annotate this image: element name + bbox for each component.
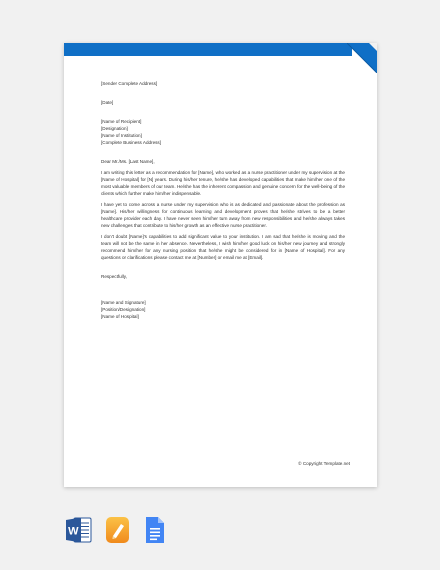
recipient-name: [Name of Recipient]	[101, 119, 142, 124]
page-corner-fold-icon	[347, 43, 377, 73]
recipient-designation: [Designation]	[101, 126, 128, 131]
letter-date: [Date]	[101, 100, 114, 105]
pages-icon[interactable]	[105, 516, 130, 544]
signature-hospital: [Name of Hospital]	[101, 314, 139, 319]
copyright-notice: © Copyright Template.net	[298, 461, 350, 466]
signature-position: [Position/Designation]	[101, 307, 146, 312]
paragraph-2: I have yet to come across a nurse under my supervision who is as dedicated and passionate about the profession as [Name]. His/her willingness for continuous learning and development proves that he/she strives to be a better healthcare provider each day. I have never seen him/her turn away from new responsibilities and he/she always takes new challenges that contribute to his/her growth as an effective nurse practitioner.	[101, 202, 345, 228]
recipient-institution: [Name of Institution]	[101, 133, 142, 138]
word-icon-letter: W	[68, 525, 79, 538]
paragraph-3: I don't doubt [Name]'s capabilities to add significant value to your institution. I am sad that he/she is moving and the team will not be the same in her absence. Nevertheless, I wish him/her good luck on his/her new journey and strongly recommend him/her for any nursing position that he/she might be considered for in [Name of Hospital]. For any questions or clarifications please contact me at [Number] or email me at [Email].	[101, 234, 345, 260]
sender-address: [Sender Complete Address]	[101, 81, 158, 86]
header-accent-bar	[64, 43, 352, 56]
letter-body	[101, 80, 345, 320]
recipient-block	[101, 118, 345, 146]
paragraph-1: I am writing this letter as a recommendation for [Name], who worked as a nurse practitioner under my supervision at the [Name of Hospital] for [N] years. During his/her tenure, he/she has developed capabilities that make him/her one of the most valuable members of our team. He/she has the inherent compassion and genuine concern for the well-being of the clients which further make him/her indispensable.	[101, 170, 345, 196]
word-icon[interactable]	[66, 516, 92, 544]
signature-block	[101, 299, 345, 320]
salutation: Dear Mr./Ms. [Last Name],	[101, 159, 155, 164]
google-docs-icon[interactable]	[145, 516, 165, 544]
letter-page	[64, 43, 377, 487]
closing: Respectfully,	[101, 274, 127, 279]
signature-name: [Name and Signature]	[101, 300, 146, 305]
recipient-business-address: [Complete Business Address]	[101, 140, 162, 145]
